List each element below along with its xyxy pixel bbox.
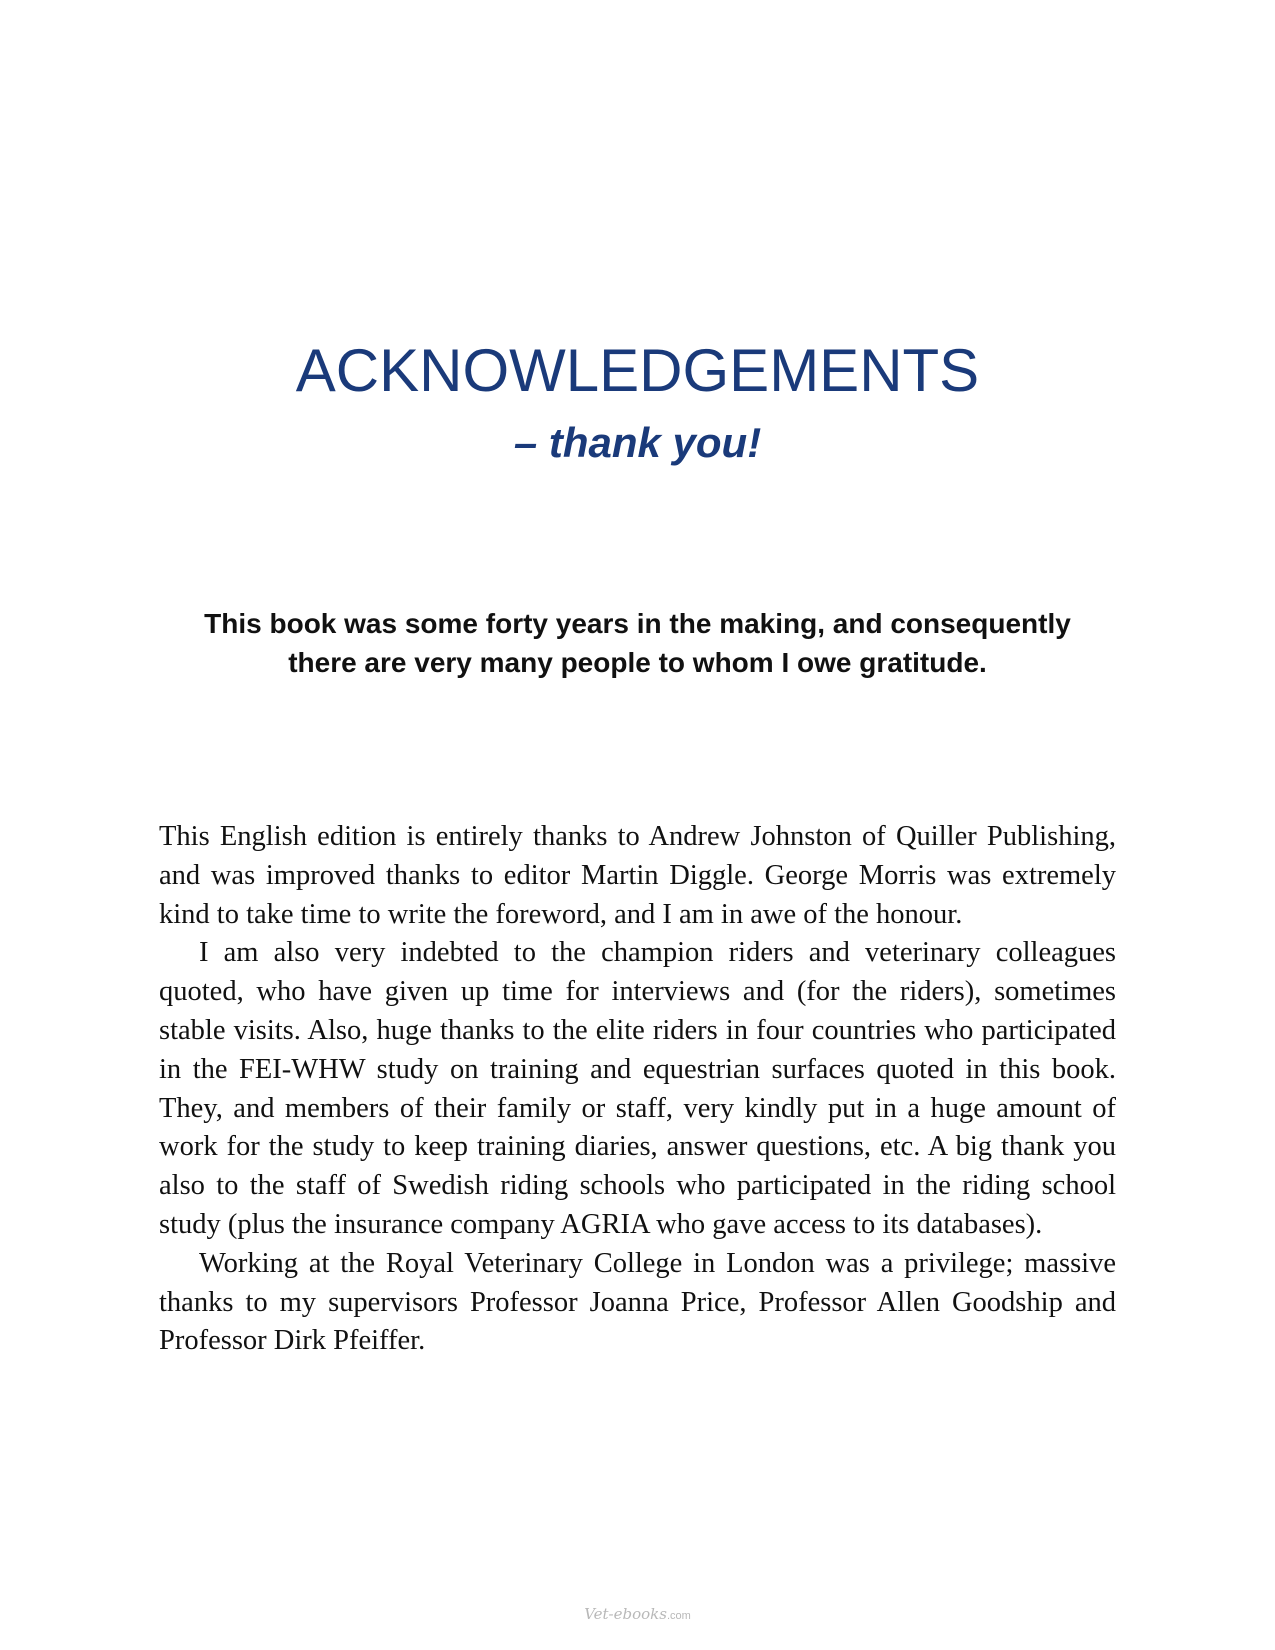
body-text: [159, 818, 1116, 1361]
paragraph-1: This English edition is entirely thanks to Andrew Johnston of Quiller Publishing, and was improved thanks to editor Martin Diggle. George Morris was extremely kind to take time to write the foreword, and I am in awe of the honour.: [159, 821, 1116, 930]
paragraph-3: Working at the Royal Veterinary College in London was a privilege; massive thanks to my supervisors Professor Joanna Price, Professor Allen Goodship and Professor Dirk Pfeiffer.: [159, 1247, 1116, 1357]
page-title: ACKNOWLEDGEMENTS: [295, 337, 980, 404]
watermark-tld: .com: [666, 1610, 691, 1622]
page-subtitle: – thank you!: [513, 419, 762, 466]
paragraph-2: I am also very indebted to the champion riders and veterinary colleagues quoted, who have given up time for interviews and (for the riders), sometimes stable visits. Also, huge thanks to the elite riders in four countries who participated in the FEI-WHW study on training and equestrian surfaces quoted in this book. They, and members of their family or staff, very kindly put in a huge amount of work for the study to keep training diaries, answer questions, etc. A big thank you also to the staff of Swedish riding schools who participated in the riding school study (plus the insurance company AGRIA who gave access to its databases).: [159, 937, 1116, 1240]
lead-paragraph: This book was some forty years in the making, and consequently there are very many people to whom I owe gratitude.: [204, 608, 1071, 678]
watermark: [0, 1605, 1275, 1623]
watermark-name: Vet-ebooks: [584, 1605, 667, 1623]
